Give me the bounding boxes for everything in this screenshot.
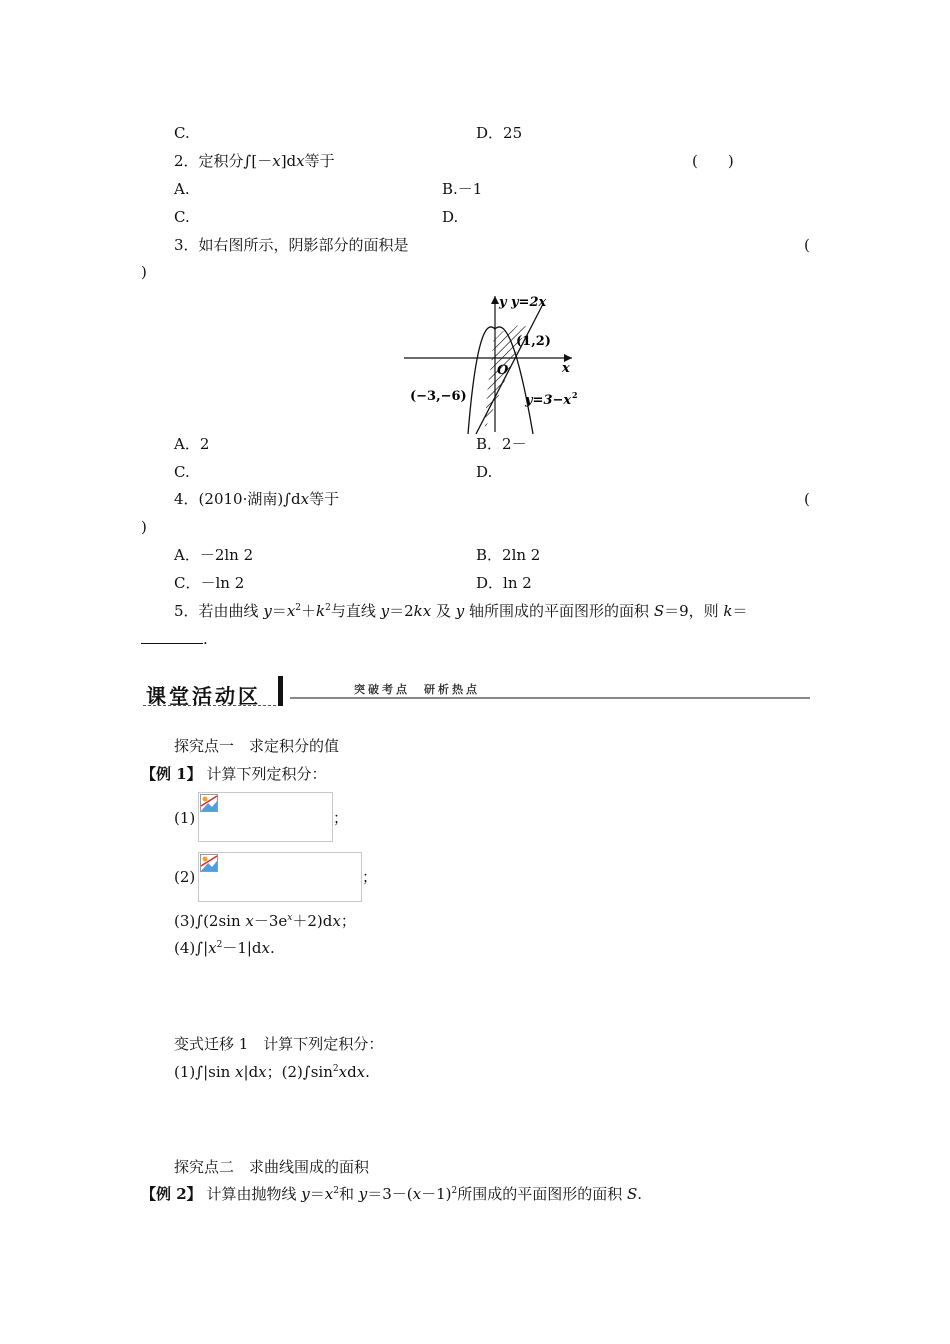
banner-subtitle: 突破考点 研析热点	[354, 683, 480, 696]
q3-paren-close: )	[141, 263, 147, 281]
q5-answer-blank: .	[141, 629, 208, 649]
example-1-item-2-label: (2)	[174, 868, 196, 886]
q2-option-a: A.	[174, 180, 190, 198]
label-parabola: y=3−x	[525, 393, 572, 408]
answer-blank-line	[141, 629, 203, 644]
q2-option-d: D.	[442, 208, 459, 226]
q5-stem: 5．若由曲线 $y=x^2+k^2$与直线 y＝2kx 及 y 轴所围成的平面图形的面积 S＝9，则 k＝	[174, 602, 748, 620]
label-y: y	[499, 295, 507, 310]
q3-option-d: D.	[476, 463, 493, 481]
q4-option-a: A．－2ln 2	[174, 546, 254, 564]
example-2: 【例 2】 计算由抛物线 $y=x^2$和 $y=3-(x-1)^2$所围成的平面图形的面积 S.	[141, 1185, 643, 1203]
section-2-heading: 探究点二 求曲线围成的面积	[174, 1158, 370, 1176]
q3-option-a: A．2	[174, 435, 210, 453]
label-point-1-2: (1,2)	[516, 334, 551, 349]
q2-option-c: C.	[174, 208, 190, 226]
q4-option-d: D．ln 2	[476, 574, 532, 592]
broken-image-2	[198, 852, 362, 902]
variant-1-heading: 变式迁移 1 计算下列定积分：	[174, 1035, 384, 1053]
q2-answer-paren: ( )	[692, 152, 734, 170]
q3-paren-open: (	[804, 236, 810, 254]
section-1-heading: 探究点一 求定积分的值	[174, 737, 340, 755]
label-x: x	[562, 361, 570, 376]
q3-stem: 3．如右图所示，阴影部分的面积是	[174, 236, 409, 254]
q1-option-d: D．25	[476, 124, 523, 142]
q4-paren-close: )	[141, 518, 147, 536]
q2-stem: 2．定积分∫[－x]dx等于	[174, 152, 335, 170]
y-axis-arrow	[491, 296, 499, 304]
q1-option-c: C.	[174, 124, 190, 142]
q3-option-b: B．2－	[476, 435, 527, 453]
broken-image-icon	[200, 794, 218, 812]
label-point-minus3-minus6: (−3,−6)	[410, 389, 467, 404]
broken-image-icon	[200, 854, 218, 872]
example-1-item-1-semicolon: ；	[333, 809, 349, 827]
banner-title: 课堂活动区	[146, 684, 261, 708]
line-y-2x	[476, 304, 543, 434]
q4-option-b: B．2ln 2	[476, 546, 541, 564]
banner-underline	[143, 705, 276, 706]
label-origin: O	[497, 363, 509, 378]
broken-image-1	[198, 792, 333, 842]
label-line: y=2x	[511, 295, 547, 310]
example-1: 【例 1】 计算下列定积分：	[141, 765, 327, 783]
banner-rule	[290, 697, 810, 699]
example-1-item-1-label: (1)	[174, 809, 196, 827]
q4-paren-open: (	[804, 490, 810, 508]
label-parabola-exponent: 2	[572, 390, 578, 400]
example-1-item-4: $(4)\int|x^2-1|dx$.	[174, 939, 275, 957]
q3-option-c: C.	[174, 463, 190, 481]
parabola-line-figure	[398, 292, 588, 434]
q4-option-c: C．－ln 2	[174, 574, 245, 592]
example-1-item-2-semicolon: ；	[362, 868, 378, 886]
q2-option-b: B.－1	[442, 180, 483, 198]
q4-stem: 4．(2010·湖南)∫dx等于	[174, 490, 340, 508]
variant-1-items: (1)∫|sin x|dx；$(2)\int\sin^2xdx$.	[174, 1063, 370, 1081]
banner-divider-bar	[278, 676, 283, 706]
example-1-item-3: (3)∫(2sin $x-3e^x+2)dx$；	[174, 912, 356, 930]
